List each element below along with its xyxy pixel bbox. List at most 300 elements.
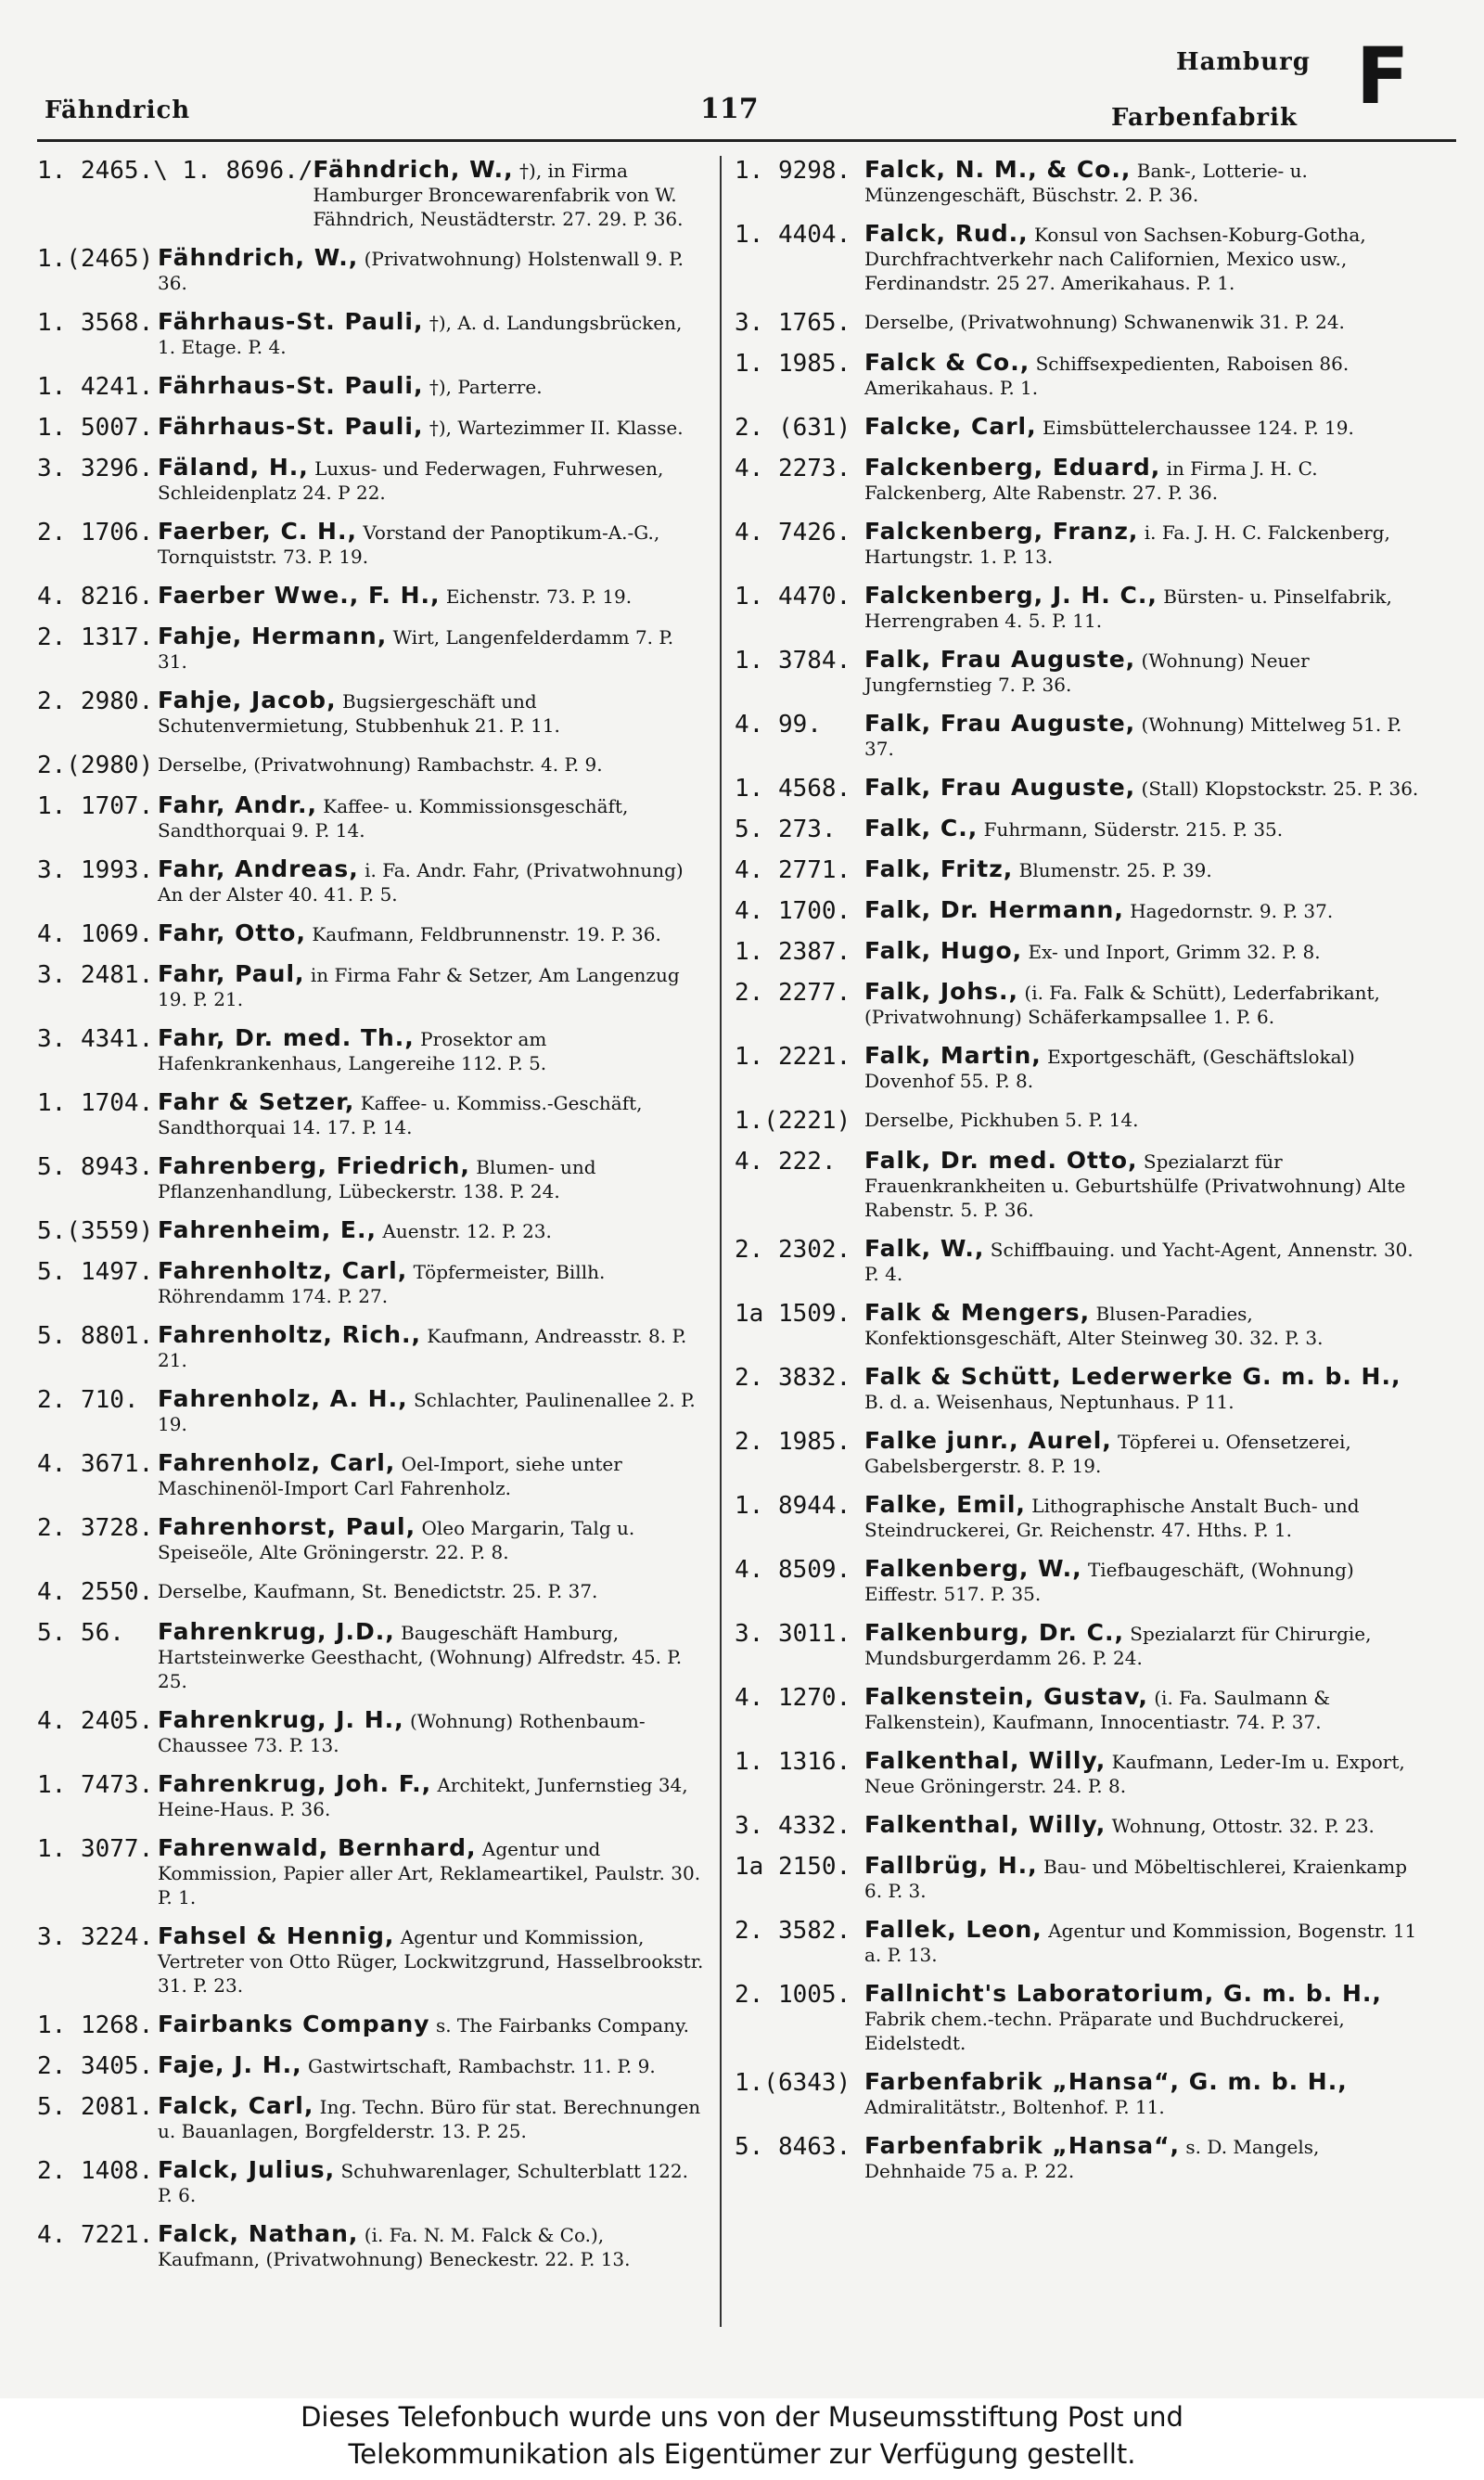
subscriber-name: Farbenfabrik „Hansa“,: [864, 2132, 1181, 2159]
phone-number: 2. 1408.: [37, 2157, 154, 2185]
entry-details: Wohnung, Ottostr. 32. P. 23.: [1111, 1815, 1375, 1837]
entry-body: [158, 1259, 705, 1308]
directory-entry: [37, 857, 705, 906]
entry-details: s. D. Mangels, Dehnhaide 75 a. P. 22.: [864, 2136, 1320, 2182]
entry-body: [158, 374, 705, 399]
entry-body: [158, 2012, 705, 2037]
directory-entry: [37, 1772, 705, 1821]
entry-details: Derselbe, (Privatwohnung) Schwanenwik 31. P. 24.: [864, 311, 1345, 333]
entry-body: [864, 1854, 1423, 1903]
left-column: [37, 158, 705, 2347]
directory-entry: [735, 1557, 1423, 1606]
entry-body: [864, 816, 1423, 842]
phone-number: 5. 8801.: [37, 1322, 154, 1350]
entry-body: [864, 857, 1423, 882]
entry-body: [158, 2094, 705, 2143]
entry-body: [864, 1749, 1423, 1798]
directory-entry: [735, 1918, 1423, 1967]
directory-entry: [735, 584, 1423, 633]
entry-details: Eichenstr. 73. P. 19.: [445, 585, 633, 608]
phone-number: 1. 7473.: [37, 1771, 154, 1799]
entry-details: Derselbe, (Privatwohnung) Rambachstr. 4. P. 9.: [158, 753, 603, 776]
subscriber-name: Falk, C.,: [864, 815, 979, 842]
entry-body: [864, 1918, 1423, 1967]
subscriber-name: Falck, Carl,: [158, 2092, 314, 2119]
entry-details: Hagedornstr. 9. P. 37.: [1130, 900, 1334, 922]
phone-number: 1. 2387.: [735, 938, 851, 966]
entry-details: Fabrik chem.-techn. Präparate und Buchdruckerei, Eidelstedt.: [864, 2008, 1345, 2054]
entry-body: [864, 1493, 1423, 1542]
entry-details: Schuhwarenlager, Schulterblatt 122. P. 6.: [158, 2160, 688, 2206]
phone-number: 1. 4470.: [735, 583, 851, 610]
entry-body: [864, 520, 1423, 569]
phone-number: 1. 2221.: [735, 1043, 851, 1071]
entry-body: [864, 1813, 1423, 1838]
directory-entry: [735, 1982, 1423, 2055]
entry-body: [158, 1323, 705, 1372]
entry-details: Ing. Techn. Büro für stat. Berechnungen u. Bauanlagen, Borgfelderstr. 13. P. 25.: [158, 2096, 701, 2142]
subscriber-name: Fahrenwald, Bernhard,: [158, 1834, 477, 1861]
subscriber-name: Farbenfabrik „Hansa“, G. m. b. H.,: [864, 2068, 1348, 2095]
entry-body: [864, 584, 1423, 633]
entry-body: [864, 1429, 1423, 1478]
entry-body: [864, 1149, 1423, 1222]
subscriber-name: Falkenberg, W.,: [864, 1555, 1082, 1582]
directory-entry: [37, 1323, 705, 1372]
subscriber-name: Fahr, Otto,: [158, 919, 306, 946]
phone-number: 2. 1706.: [37, 519, 154, 546]
entry-body: [864, 415, 1423, 440]
directory-entry: [735, 980, 1423, 1029]
entry-body: [158, 921, 705, 946]
directory-entry: [37, 1026, 705, 1075]
directory-entry: [37, 2158, 705, 2207]
directory-entry: [735, 1813, 1423, 1839]
phone-number: 3. 4332.: [735, 1812, 851, 1840]
entry-body: [158, 1090, 705, 1139]
subscriber-name: Fahsel & Hennig,: [158, 1922, 395, 1949]
phone-number: 5. 1497.: [37, 1258, 154, 1286]
phone-number: 2. (631): [735, 414, 851, 442]
entry-details: Exportgeschäft, (Geschäftslokal) Dovenhof 55. P. 8.: [864, 1046, 1355, 1092]
phone-number: 3. 3296.: [37, 455, 154, 482]
directory-entry: [735, 776, 1423, 802]
subscriber-name: Falk, Fritz,: [864, 855, 1014, 882]
entry-details: Kaufmann, Leder-Im u. Export, Neue Gröningerstr. 24. P. 8.: [864, 1751, 1405, 1797]
entry-body: [864, 310, 1423, 334]
directory-entry: [735, 712, 1423, 761]
entry-details: Oel-Import, siehe unter Maschinenöl-Import Carl Fahrenholz.: [158, 1453, 622, 1499]
phone-number: 4. 2405.: [37, 1707, 154, 1735]
entry-details: †), in Firma Hamburger Broncewarenfabrik von W. Fähndrich, Neustädterstr. 27. 29. P. 36.: [313, 160, 684, 230]
entry-details: Schiffbauing. und Yacht-Agent, Annenstr. 30. P. 4.: [864, 1239, 1414, 1285]
subscriber-name: Falk, Frau Auguste,: [864, 774, 1136, 801]
entry-body: [864, 1237, 1423, 1286]
phone-number: 1. 2465.\ 1. 8696./: [37, 157, 313, 185]
entry-body: [864, 1365, 1423, 1414]
subscriber-name: Fallek, Leon,: [864, 1916, 1043, 1943]
directory-entry: [735, 158, 1423, 207]
phone-number: 2. 3728.: [37, 1514, 154, 1542]
subscriber-name: Faerber Wwe., F. H.,: [158, 582, 441, 609]
directory-entry: [735, 520, 1423, 569]
entry-body: [864, 1621, 1423, 1670]
directory-entry: [37, 1090, 705, 1139]
entry-details: Admiralitätstr., Boltenhof. P. 11.: [864, 2096, 1165, 2118]
column-divider: [720, 156, 722, 2327]
subscriber-name: Fahrenholz, A. H.,: [158, 1385, 408, 1412]
subscriber-name: Fallbrüg, H.,: [864, 1852, 1038, 1879]
phone-number: 5. 2081.: [37, 2093, 154, 2121]
subscriber-name: Fährhaus-St. Pauli,: [158, 413, 424, 440]
entry-details: in Firma Fahr & Setzer, Am Langenzug 19. P. 21.: [158, 964, 680, 1010]
entry-body: [864, 1044, 1423, 1093]
phone-number: 5. 273.: [735, 816, 837, 843]
entry-body: [158, 2222, 705, 2271]
entry-details: Agentur und Kommission, Bogenstr. 11 a. P. 13.: [864, 1920, 1417, 1966]
subscriber-name: Falck, Nathan,: [158, 2220, 359, 2247]
subscriber-name: Falk, Dr. Hermann,: [864, 896, 1124, 923]
phone-number: 4. 2771.: [735, 856, 851, 884]
phone-number: 4. 222.: [735, 1148, 837, 1176]
entry-details: B. d. a. Weisenhaus, Neptunhaus. P 11.: [864, 1391, 1235, 1413]
subscriber-name: Falk, Martin,: [864, 1042, 1042, 1069]
subscriber-name: Fallnicht's Laboratorium, G. m. b. H.,: [864, 1980, 1382, 2007]
directory-entry: [735, 1149, 1423, 1222]
directory-entry: [37, 2012, 705, 2038]
entry-details: Kaufmann, Feldbrunnenstr. 19. P. 36.: [312, 923, 661, 945]
directory-entry: [37, 246, 705, 295]
phone-number: 4. 8216.: [37, 583, 154, 610]
entry-details: Töpfermeister, Billh. Röhrendamm 174. P. 27.: [158, 1261, 606, 1307]
entry-body: [158, 1708, 705, 1757]
phone-number: 1. 4241.: [37, 373, 154, 401]
entry-body: [158, 415, 705, 440]
entry-body: [864, 351, 1423, 400]
phone-number: 4. 1069.: [37, 920, 154, 948]
directory-entry: [37, 1708, 705, 1757]
directory-entry: [37, 1259, 705, 1308]
directory-entry: [37, 1620, 705, 1693]
entry-details: Kaufmann, Andreasstr. 8. P. 21.: [158, 1325, 687, 1371]
directory-entry: [735, 1854, 1423, 1903]
entry-body: [158, 1620, 705, 1693]
entry-details: Gastwirtschaft, Rambachstr. 11. P. 9.: [308, 2055, 656, 2077]
running-head-category: Farbenfabrik: [1111, 104, 1298, 132]
phone-number: 1. 1268.: [37, 2011, 154, 2039]
phone-number: 4. 3671.: [37, 1450, 154, 1478]
entry-details: Ex- und Inport, Grimm 32. P. 8.: [1028, 941, 1321, 963]
phone-number: 1. 3784.: [735, 647, 851, 675]
running-head-left: Fähndrich: [45, 96, 191, 124]
entry-details: Auenstr. 12. P. 23.: [382, 1220, 552, 1242]
entry-body: [864, 1557, 1423, 1606]
subscriber-name: Fahr, Andr.,: [158, 791, 317, 818]
entry-details: Vorstand der Panoptikum-A.-G., Tornquiststr. 73. P. 19.: [158, 521, 660, 568]
footer-notice: [0, 2398, 1484, 2480]
entry-details: (Stall) Klopstockstr. 25. P. 36.: [1141, 777, 1419, 800]
entry-body: [158, 793, 705, 842]
entry-body: [864, 456, 1423, 505]
directory-entry: [37, 374, 705, 400]
entry-details: (i. Fa. Falk & Schütt), Lederfabrikant, (Privatwohnung) Schäferkampsallee 1. P. 6.: [864, 982, 1380, 1028]
subscriber-name: Fahr, Dr. med. Th.,: [158, 1024, 415, 1051]
subscriber-name: Faerber, C. H.,: [158, 518, 357, 545]
entry-details: Wirt, Langenfelderdamm 7. P. 31.: [158, 626, 674, 673]
subscriber-name: Falck, N. M., & Co.,: [864, 156, 1132, 183]
phone-number: 2. 1985.: [735, 1428, 851, 1456]
entry-body: [864, 712, 1423, 761]
phone-number: 2. 2980.: [37, 687, 154, 715]
directory-entry: [37, 921, 705, 947]
entry-body: [158, 520, 705, 569]
entry-details: in Firma J. H. C. Falckenberg, Alte Rabenstr. 27. P. 36.: [864, 457, 1318, 504]
phone-number: 4. 2273.: [735, 455, 851, 482]
directory-entry: [735, 857, 1423, 883]
entry-body: [158, 2158, 705, 2207]
directory-entry: [37, 456, 705, 505]
entry-details: (Wohnung) Rothenbaum-Chaussee 73. P. 13.: [158, 1710, 646, 1756]
phone-number: 4. 2550.: [37, 1578, 154, 1606]
entry-body: [158, 2053, 705, 2078]
directory-entry: [735, 1044, 1423, 1093]
directory-entry: [37, 1924, 705, 1998]
phone-number: 1. 5007.: [37, 414, 154, 442]
directory-entry: [735, 1749, 1423, 1798]
subscriber-name: Falk, Hugo,: [864, 937, 1023, 964]
directory-entry: [735, 415, 1423, 441]
subscriber-name: Fährhaus-St. Pauli,: [158, 308, 424, 335]
subscriber-name: Falk & Schütt, Lederwerke G. m. b. H.,: [864, 1363, 1401, 1390]
entry-body: [864, 2134, 1423, 2183]
entry-details: (i. Fa. Saulmann & Falkenstein), Kaufmann, Innocentiastr. 74. P. 37.: [864, 1687, 1331, 1733]
phone-number: 1. 1985.: [735, 350, 851, 378]
entry-body: [158, 1515, 705, 1564]
entry-details: Eimsbüttelerchaussee 124. P. 19.: [1042, 417, 1354, 439]
subscriber-name: Fahrenberg, Friedrich,: [158, 1152, 470, 1179]
running-head-city: Hamburg: [1176, 48, 1311, 76]
entry-body: [158, 1218, 705, 1243]
directory-entry: [735, 2070, 1423, 2119]
entry-details: Spezialarzt für Chirurgie, Mundsburgerdamm 26. P. 24.: [864, 1623, 1372, 1669]
entry-body: [864, 1108, 1423, 1132]
entry-body: [864, 222, 1423, 295]
entry-details: Derselbe, Kaufmann, St. Benedictstr. 25. P. 37.: [158, 1580, 598, 1602]
phone-number: 4. 99.: [735, 711, 822, 739]
subscriber-name: Fäland, H.,: [158, 454, 309, 481]
subscriber-name: Falcke, Carl,: [864, 413, 1037, 440]
directory-entry: [735, 456, 1423, 505]
entry-details: Agentur und Kommission, Vertreter von Otto Rüger, Lockwitzgrund, Hasselbrookstr. 31. P. 23.: [158, 1926, 704, 1997]
directory-entry: [735, 1237, 1423, 1286]
subscriber-name: Falck, Rud.,: [864, 220, 1029, 247]
entry-body: [158, 1026, 705, 1075]
directory-entry: [37, 415, 705, 441]
phone-number: 1. 1707.: [37, 792, 154, 820]
entry-body: [158, 688, 705, 738]
entry-details: Tiefbaugeschäft, (Wohnung) Eiffestr. 517. P. 35.: [864, 1559, 1354, 1605]
entry-body: [864, 980, 1423, 1029]
subscriber-name: Falkenthal, Willy,: [864, 1747, 1107, 1774]
phone-number: 4. 7221.: [37, 2221, 154, 2249]
entry-details: †), Parterre.: [429, 376, 543, 398]
phone-number: 1. 4404.: [735, 221, 851, 249]
entry-body: [864, 898, 1423, 923]
entry-details: Kaffee- u. Kommissionsgeschäft, Sandthorquai 9. P. 14.: [158, 795, 629, 842]
phone-number: 1. 1316.: [735, 1748, 851, 1776]
subscriber-name: Fahrenholtz, Carl,: [158, 1257, 408, 1284]
entry-details: Lithographische Anstalt Buch- und Steindruckerei, Gr. Reichenstr. 47. Hths. P. 1.: [864, 1495, 1360, 1541]
phone-number: 3. 3224.: [37, 1923, 154, 1951]
subscriber-name: Falke, Emil,: [864, 1491, 1026, 1518]
subscriber-name: Fahrenhorst, Paul,: [158, 1513, 416, 1540]
entry-details: Agentur und Kommission, Papier aller Art, Reklameartikel, Paulstr. 30. P. 1.: [158, 1838, 701, 1908]
subscriber-name: Fahr, Andreas,: [158, 855, 359, 882]
phone-number: 5. 56.: [37, 1619, 124, 1647]
directory-entry: [37, 584, 705, 610]
entry-details: Blumen- und Pflanzenhandlung, Lübeckerstr. 138. P. 24.: [158, 1156, 596, 1202]
directory-entry: [735, 222, 1423, 295]
directory-entry: [735, 1108, 1423, 1134]
directory-entry: [37, 158, 705, 231]
phone-number: 1. 8944.: [735, 1492, 851, 1520]
entry-details: Baugeschäft Hamburg, Hartsteinwerke Geesthacht, (Wohnung) Alfredstr. 45. P. 25.: [158, 1622, 683, 1692]
entry-body: [158, 1836, 705, 1909]
directory-entry: [37, 2222, 705, 2271]
directory-entry: [37, 1836, 705, 1909]
subscriber-name: Fahje, Jacob,: [158, 687, 337, 713]
entry-details: Schiffsexpedienten, Raboisen 86. Amerikahaus. P. 1.: [864, 353, 1350, 399]
entry-body: [158, 584, 705, 609]
subscriber-name: Fahrenheim, E.,: [158, 1216, 377, 1243]
entry-details: (Wohnung) Neuer Jungfernstieg 7. P. 36.: [864, 649, 1310, 696]
subscriber-name: Fähndrich, W.,: [158, 244, 359, 271]
subscriber-name: Fahrenholz, Carl,: [158, 1449, 396, 1476]
directory-entry: [37, 2053, 705, 2079]
directory-entry: [735, 816, 1423, 842]
directory-entry: [37, 962, 705, 1011]
right-column: [735, 158, 1423, 2347]
entry-details: Derselbe, Pickhuben 5. P. 14.: [864, 1109, 1139, 1131]
entry-details: s. The Fairbanks Company.: [435, 2014, 690, 2037]
phone-number: 1a 1509.: [735, 1300, 851, 1328]
subscriber-name: Falck, Julius,: [158, 2156, 336, 2183]
phone-number: 3. 4341.: [37, 1025, 154, 1053]
entry-body: [313, 158, 705, 231]
directory-entry: [37, 1579, 705, 1605]
entry-details: Luxus- und Federwagen, Fuhrwesen, Schleidenplatz 24. P 22.: [158, 457, 664, 504]
subscriber-name: Falckenberg, Eduard,: [864, 454, 1161, 481]
header-rule: [37, 139, 1456, 142]
footer-line-2: Telekommunikation als Eigentümer zur Verfügung gestellt.: [348, 2438, 1136, 2470]
subscriber-name: Falk, Frau Auguste,: [864, 710, 1136, 737]
entry-body: [158, 456, 705, 505]
phone-number: 5. 8943.: [37, 1153, 154, 1181]
subscriber-name: Fairbanks Company: [158, 2011, 430, 2037]
subscriber-name: Fahr, Paul,: [158, 960, 305, 987]
subscriber-name: Falk, Frau Auguste,: [864, 646, 1136, 673]
subscriber-name: Falkenstein, Gustav,: [864, 1683, 1148, 1710]
directory-entry: [735, 1493, 1423, 1542]
phone-number: 2. 3832.: [735, 1364, 851, 1392]
entry-body: [158, 1154, 705, 1203]
directory-entry: [735, 898, 1423, 924]
directory-entry: [735, 1429, 1423, 1478]
entry-details: i. Fa. J. H. C. Falckenberg, Hartungstr. 1. P. 13.: [864, 521, 1390, 568]
entry-details: Bank-, Lotterie- u. Münzengeschäft, Büschstr. 2. P. 36.: [864, 160, 1308, 206]
directory-entry: [37, 2094, 705, 2143]
entry-body: [158, 1772, 705, 1821]
entry-details: Bugsiergeschäft und Schutenvermietung, Stubbenhuk 21. P. 11.: [158, 690, 560, 737]
phone-number: 2. 3405.: [37, 2052, 154, 2080]
entry-details: Bau- und Möbeltischlerei, Kraienkamp 6. P. 3.: [864, 1856, 1407, 1902]
subscriber-name: Falk & Mengers,: [864, 1299, 1091, 1326]
phone-number: 3. 2481.: [37, 961, 154, 989]
phone-number: 2. 3582.: [735, 1917, 851, 1945]
entry-body: [864, 648, 1423, 697]
directory-entry: [735, 351, 1423, 400]
directory-entry: [37, 624, 705, 674]
phone-number: 1. 4568.: [735, 775, 851, 803]
entry-details: (Privatwohnung) Holstenwall 9. P. 36.: [158, 248, 684, 294]
subscriber-name: Fähndrich, W.,: [313, 156, 514, 183]
entry-details: Kaffee- u. Kommiss.-Geschäft, Sandthorquai 14. 17. P. 14.: [158, 1092, 643, 1138]
phone-number: 2. 2302.: [735, 1236, 851, 1264]
subscriber-name: Fahrenholtz, Rich.,: [158, 1321, 422, 1348]
phone-number: 1. 9298.: [735, 157, 851, 185]
phone-number: 5. 8463.: [735, 2133, 851, 2161]
phone-number: 1.(6343): [735, 2069, 851, 2097]
directory-entry: [37, 1218, 705, 1244]
phone-number: 3. 3011.: [735, 1620, 851, 1648]
subscriber-name: Falk, W.,: [864, 1235, 985, 1262]
subscriber-name: Fahrenkrug, Joh. F.,: [158, 1770, 432, 1797]
directory-entry: [735, 939, 1423, 965]
subscriber-name: Falk, Johs.,: [864, 978, 1019, 1005]
entry-details: (Wohnung) Mittelweg 51. P. 37.: [864, 713, 1402, 760]
section-letter: F: [1356, 31, 1410, 122]
directory-entry: [735, 1685, 1423, 1734]
phone-number: 4. 8509.: [735, 1556, 851, 1584]
directory-entry: [37, 520, 705, 569]
phone-number: 1. 3077.: [37, 1835, 154, 1863]
directory-entry: [37, 310, 705, 359]
phone-number: 2.(2980): [37, 752, 154, 779]
entry-details: Konsul von Sachsen-Koburg-Gotha, Durchfrachtverkehr nach Californien, Mexico usw., Ferdinandstr. 25 27. Amerikahaus. P. 1.: [864, 224, 1366, 294]
entry-details: Töpferei u. Ofensetzerei, Gabelsbergerstr. 8. P. 19.: [864, 1431, 1351, 1477]
phone-number: 2. 710.: [37, 1386, 139, 1414]
entry-details: Schlachter, Paulinenallee 2. P. 19.: [158, 1389, 696, 1435]
directory-entry: [735, 310, 1423, 336]
subscriber-name: Fahrenkrug, J. H.,: [158, 1706, 404, 1733]
subscriber-name: Falke junr., Aurel,: [864, 1427, 1112, 1454]
entry-details: Blumenstr. 25. P. 39.: [1018, 859, 1212, 881]
entry-body: [864, 1685, 1423, 1734]
directory-entry: [735, 1621, 1423, 1670]
entry-body: [864, 1982, 1423, 2055]
entry-body: [158, 962, 705, 1011]
phone-number: 4. 7426.: [735, 519, 851, 546]
phone-number: 4. 1270.: [735, 1684, 851, 1712]
phone-number: 1. 1704.: [37, 1089, 154, 1117]
entry-body: [864, 776, 1423, 801]
entry-body: [864, 939, 1423, 964]
entry-body: [864, 2070, 1423, 2119]
phone-number: 1.(2221): [735, 1107, 851, 1135]
directory-entry: [37, 1451, 705, 1500]
entry-details: (i. Fa. N. M. Falck & Co.), Kaufmann, (Privatwohnung) Beneckestr. 22. P. 13.: [158, 2224, 631, 2270]
phone-number: 2. 2277.: [735, 979, 851, 1007]
